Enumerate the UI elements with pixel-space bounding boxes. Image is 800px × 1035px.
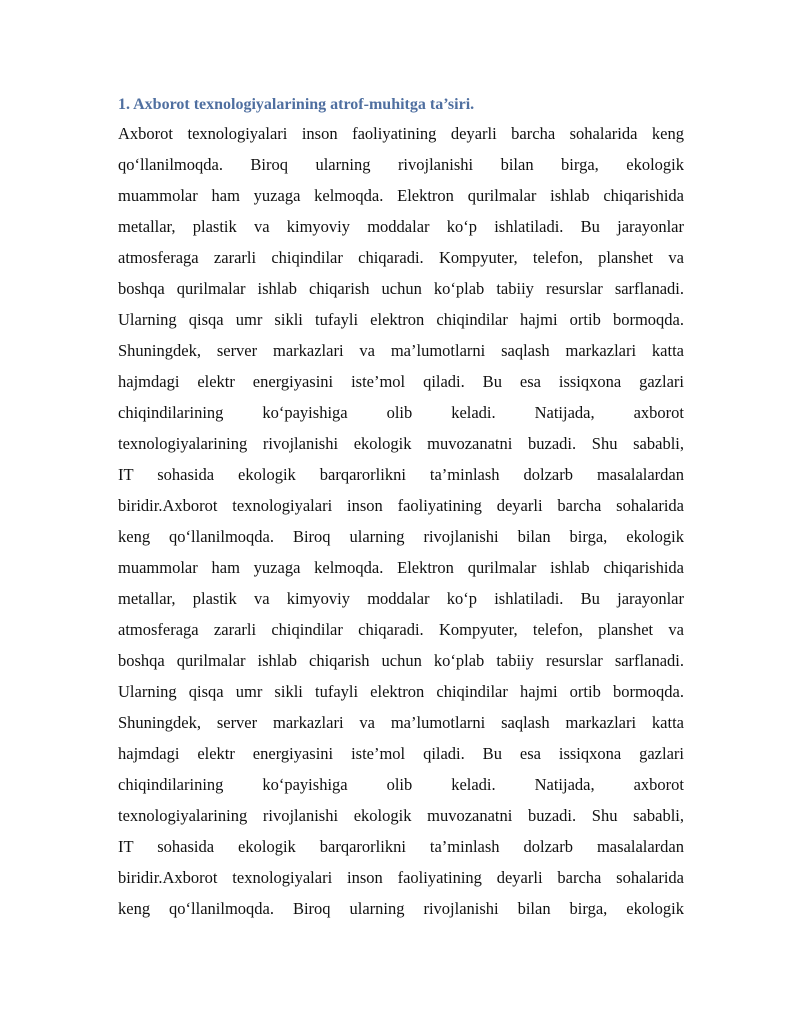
paragraph-line: Axborot texnologiyalari inson faoliyatining deyarli barcha sohalarida keng	[118, 124, 684, 143]
paragraph-line: IT sohasida ekologik barqarorlikni ta’minlash dolzarb masalalardan	[118, 837, 684, 856]
paragraph-line: keng qo‘llanilmoqda. Biroq ularning rivojlanishi bilan birga, ekologik	[118, 899, 684, 918]
paragraph-line: chiqindilarining ko‘payishiga olib keladi. Natijada, axborot	[118, 403, 684, 422]
paragraph-line: Shuningdek, server markazlari va ma’lumotlarni saqlash markazlari katta	[118, 341, 684, 360]
paragraph	[118, 118, 684, 924]
paragraph-line: Ularning qisqa umr sikli tufayli elektron chiqindilar hajmi ortib bormoqda.	[118, 310, 684, 329]
paragraph-line: hajmdagi elektr energiyasini iste’mol qiladi. Bu esa issiqxona gazlari	[118, 372, 684, 391]
paragraph-line: boshqa qurilmalar ishlab chiqarish uchun ko‘plab tabiiy resurslar sarflanadi.	[118, 651, 684, 670]
paragraph-line: texnologiyalarining rivojlanishi ekologik muvozanatni buzadi. Shu sababli,	[118, 806, 684, 825]
paragraph-line: Ularning qisqa umr sikli tufayli elektron chiqindilar hajmi ortib bormoqda.	[118, 682, 684, 701]
paragraph-line: chiqindilarining ko‘payishiga olib keladi. Natijada, axborot	[118, 775, 684, 794]
paragraph-line: biridir.Axborot texnologiyalari inson faoliyatining deyarli barcha sohalarida	[118, 496, 684, 515]
paragraph-line: IT sohasida ekologik barqarorlikni ta’minlash dolzarb masalalardan	[118, 465, 684, 484]
paragraph-line: atmosferaga zararli chiqindilar chiqaradi. Kompyuter, telefon, planshet va	[118, 248, 684, 267]
document-body	[118, 94, 684, 924]
paragraph-line: keng qo‘llanilmoqda. Biroq ularning rivojlanishi bilan birga, ekologik	[118, 527, 684, 546]
paragraph-line: hajmdagi elektr energiyasini iste’mol qiladi. Bu esa issiqxona gazlari	[118, 744, 684, 763]
paragraph-line: qo‘llanilmoqda. Biroq ularning rivojlanishi bilan birga, ekologik	[118, 155, 684, 174]
section-heading: 1. Axborot texnologiyalarining atrof-muhitga ta’siri.	[118, 96, 475, 113]
paragraph-line: muammolar ham yuzaga kelmoqda. Elektron qurilmalar ishlab chiqarishida	[118, 186, 684, 205]
paragraph-line: atmosferaga zararli chiqindilar chiqaradi. Kompyuter, telefon, planshet va	[118, 620, 684, 639]
paragraph-line: muammolar ham yuzaga kelmoqda. Elektron qurilmalar ishlab chiqarishida	[118, 558, 684, 577]
paragraph-line: texnologiyalarining rivojlanishi ekologik muvozanatni buzadi. Shu sababli,	[118, 434, 684, 453]
paragraph-line: Shuningdek, server markazlari va ma’lumotlarni saqlash markazlari katta	[118, 713, 684, 732]
paragraph-line: biridir.Axborot texnologiyalari inson faoliyatining deyarli barcha sohalarida	[118, 868, 684, 887]
paragraph-line: metallar, plastik va kimyoviy moddalar ko‘p ishlatiladi. Bu jarayonlar	[118, 589, 684, 608]
paragraph-line: boshqa qurilmalar ishlab chiqarish uchun ko‘plab tabiiy resurslar sarflanadi.	[118, 279, 684, 298]
paragraph-line: metallar, plastik va kimyoviy moddalar ko‘p ishlatiladi. Bu jarayonlar	[118, 217, 684, 236]
